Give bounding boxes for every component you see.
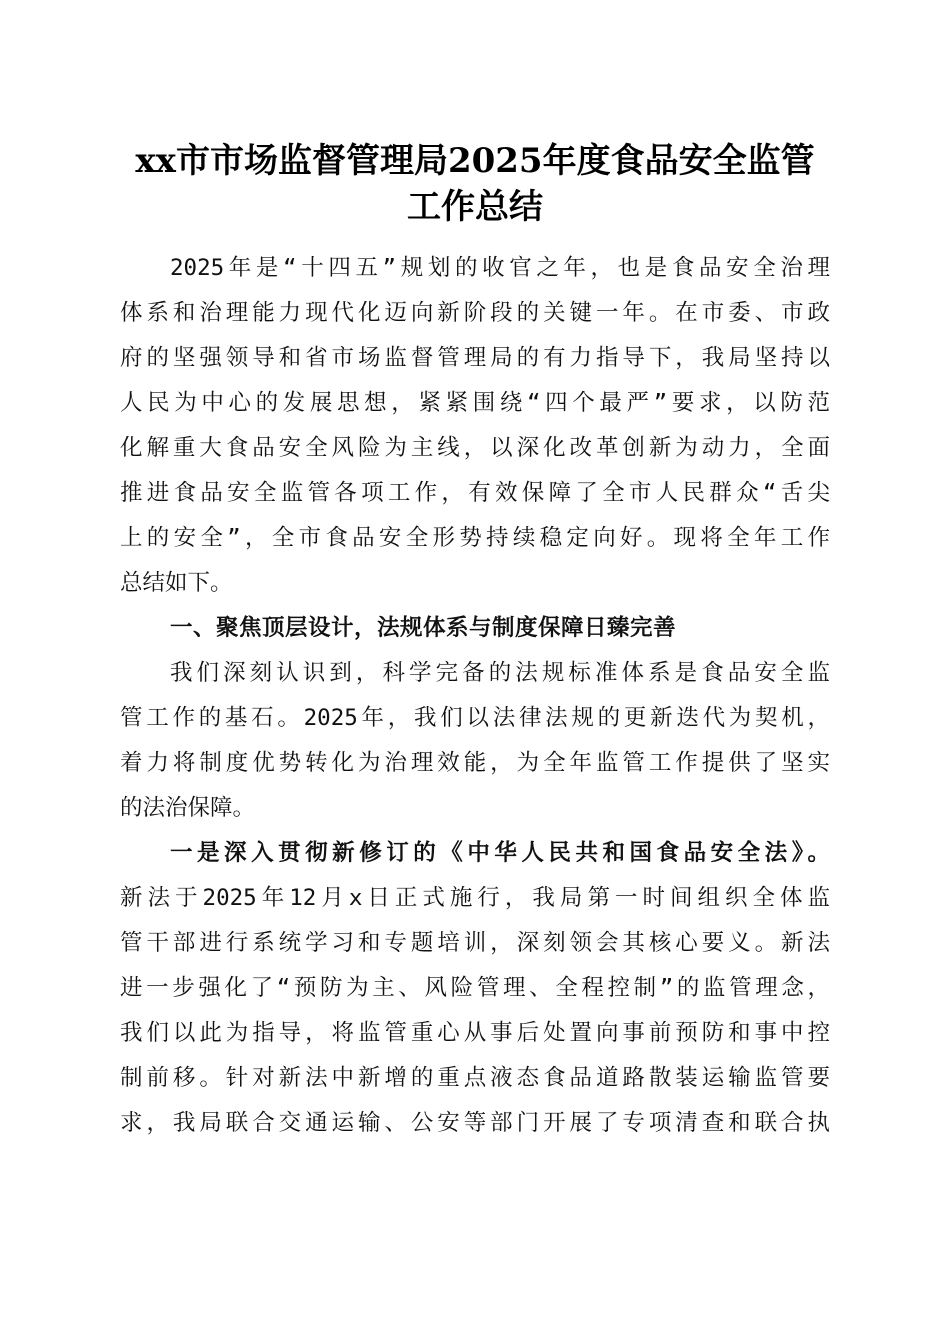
paragraph-line: 总结如下。 <box>120 570 233 596</box>
paragraph-line: 我们以此为指导，将监管重心从事后处置向事前预防和事中控 <box>120 1020 830 1046</box>
paragraph-line: 的法治保障。 <box>120 795 256 821</box>
paragraph-line: 2025年是“十四五”规划的收官之年，也是食品安全治理 <box>170 255 830 281</box>
paragraph-line: 管干部进行系统学习和专题培训，深刻领会其核心要义。新法 <box>120 930 830 956</box>
paragraph-line: 求，我局联合交通运输、公安等部门开展了专项清查和联合执 <box>120 1110 830 1136</box>
paragraph-line: 新法于2025年12月x日正式施行，我局第一时间组织全体监 <box>120 885 830 911</box>
paragraph-line: 推进食品安全监管各项工作，有效保障了全市人民群众“舌尖 <box>120 480 830 506</box>
paragraph-line: 我们深刻认识到，科学完备的法规标准体系是食品安全监 <box>170 660 830 686</box>
document-title-line-1: xx市市场监督管理局2025年度食品安全监管 <box>135 141 815 181</box>
paragraph-line: 府的坚强领导和省市场监督管理局的有力指导下，我局坚持以 <box>120 345 830 371</box>
paragraph-line: 进一步强化了“预防为主、风险管理、全程控制”的监管理念， <box>120 975 830 1001</box>
paragraph-line: 人民为中心的发展思想，紧紧围绕“四个最严”要求，以防范 <box>120 390 830 416</box>
section-heading: 一、聚焦顶层设计，法规体系与制度保障日臻完善 <box>170 615 677 641</box>
paragraph-line: 制前移。针对新法中新增的重点液态食品道路散装运输监管要 <box>120 1065 830 1091</box>
document-title-line-2: 工作总结 <box>407 187 543 227</box>
paragraph-line: 体系和治理能力现代化迈向新阶段的关键一年。在市委、市政 <box>120 300 830 326</box>
paragraph-line: 化解重大食品安全风险为主线，以深化改革创新为动力，全面 <box>120 435 830 461</box>
paragraph-line: 着力将制度优势转化为治理效能，为全年监管工作提供了坚实 <box>120 750 830 776</box>
subsection-lead: 一是深入贯彻新修订的《中华人民共和国食品安全法》。 <box>170 840 830 866</box>
paragraph-line: 管工作的基石。2025年，我们以法律法规的更新迭代为契机， <box>120 705 830 731</box>
paragraph-line: 上的安全”，全市食品安全形势持续稳定向好。现将全年工作 <box>120 525 830 551</box>
